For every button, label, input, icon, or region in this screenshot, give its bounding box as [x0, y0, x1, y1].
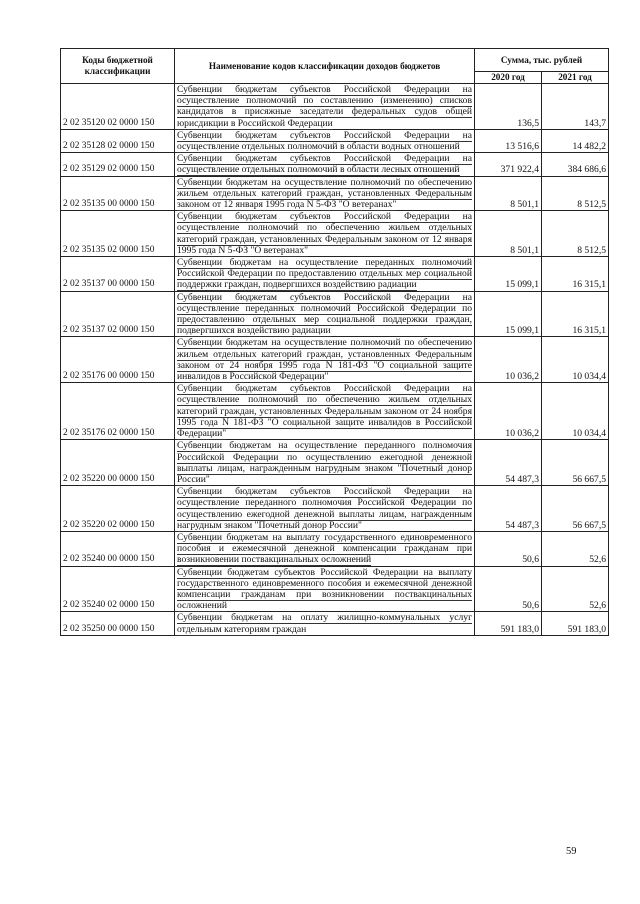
revenue-name	[175, 176, 475, 211]
revenue-name	[175, 486, 475, 532]
amount-2020: 15 099,1	[475, 291, 542, 337]
classification-code: 2 02 35240 00 0000 150	[61, 531, 175, 566]
amount-2021: 591 183,0	[542, 612, 609, 635]
revenue-name-text: Субвенции бюджетам на осуществление переданного полномочия Российской Федерации по осуществлению ежегодной денежной выплаты лицам, награжденным нагрудным знаком "Почетный донор России"	[177, 440, 472, 485]
amount-2021: 52,6	[542, 566, 609, 612]
revenue-name-text: Субвенции бюджетам на оплату жилищно-коммунальных услуг отдельным категориям граждан	[177, 612, 472, 635]
header-sum: Сумма, тыс. рублей	[475, 49, 609, 72]
revenue-name-text: Субвенции бюджетам на осуществление переданных полномочий Российской Федерации по предоставлению отдельных мер социальной поддержки граждан, подвергшихся воздействию радиации	[177, 257, 472, 291]
revenue-name	[175, 440, 475, 486]
classification-code: 2 02 35129 02 0000 150	[61, 153, 175, 176]
table-row	[61, 531, 609, 566]
amount-2021: 14 482,2	[542, 129, 609, 152]
table-row	[61, 612, 609, 635]
amount-2020: 8 501,1	[475, 211, 542, 257]
classification-code: 2 02 35135 00 0000 150	[61, 176, 175, 211]
amount-2021: 16 315,1	[542, 291, 609, 337]
revenue-name-text: Субвенции бюджетам субъектов Российской Федерации на осуществление полномочий по обеспечению жильем отдельных категорий граждан, установленных Федеральным законом от 24 ноября 1995 года N 181-ФЗ "О социальной защите инвалидов в Российской Федерации"	[177, 383, 472, 440]
amount-2021: 10 034,4	[542, 383, 609, 440]
revenue-name-text: Субвенции бюджетам субъектов Российской Федерации на осуществление отдельных полномочий в области водных отношений	[177, 129, 472, 153]
table-header-row	[61, 49, 609, 72]
table-row	[61, 566, 609, 612]
revenue-name-text: Субвенции бюджетам субъектов Российской Федерации на осуществление полномочий по составлению (изменению) списков кандидатов в присяжные заседатели федеральных судов общей юрисдикции в Российской Федерации	[177, 84, 472, 129]
revenue-name-text: Субвенции бюджетам субъектов Российской Федерации на осуществление переданных полномочий Российской Федерации по предоставлению отдельных мер социальной поддержки граждан, подвергшихся воздействию радиации	[177, 291, 472, 337]
amount-2021: 8 512,5	[542, 176, 609, 211]
amount-2020: 54 487,3	[475, 440, 542, 486]
amount-2021: 384 686,6	[542, 153, 609, 176]
table-row	[61, 291, 609, 337]
revenue-name-text: Субвенции бюджетам субъектов Российской Федерации на выплату государственного единовременного пособия и ежемесячной денежной компенсации гражданам при возникновении поствакцинальных осложнений	[177, 566, 472, 612]
amount-2021: 10 034,4	[542, 337, 609, 383]
revenue-name-text: Субвенции бюджетам на осуществление полномочий по обеспечению жильем отдельных категорий граждан, установленных Федеральным законом от 12 января 1995 года N 5-ФЗ "О ветеранах"	[177, 176, 472, 211]
table-row	[61, 153, 609, 176]
revenue-name	[175, 337, 475, 383]
table-row	[61, 176, 609, 211]
amount-2020: 15 099,1	[475, 257, 542, 292]
revenue-name	[175, 291, 475, 337]
amount-2020: 50,6	[475, 566, 542, 612]
table-row	[61, 440, 609, 486]
classification-code: 2 02 35250 00 0000 150	[61, 612, 175, 635]
amount-2021: 8 512,5	[542, 211, 609, 257]
revenue-name	[175, 383, 475, 440]
header-name: Наименование кодов классификации доходов бюджетов	[175, 49, 475, 84]
classification-code: 2 02 35135 02 0000 150	[61, 211, 175, 257]
amount-2021: 56 667,5	[542, 486, 609, 532]
amount-2021: 16 315,1	[542, 257, 609, 292]
amount-2020: 10 036,2	[475, 337, 542, 383]
amount-2020: 8 501,1	[475, 176, 542, 211]
amount-2021: 52,6	[542, 531, 609, 566]
amount-2020: 591 183,0	[475, 612, 542, 635]
classification-code: 2 02 35128 02 0000 150	[61, 129, 175, 152]
revenue-name	[175, 153, 475, 176]
revenue-name	[175, 257, 475, 292]
table-row	[61, 129, 609, 152]
revenue-name-text: Субвенции бюджетам субъектов Российской Федерации на осуществление переданного полномочия Российской Федерации по осуществлению ежегодной денежной выплаты лицам, награжденным нагрудным знаком "Почетный донор России"	[177, 486, 472, 531]
amount-2020: 13 516,6	[475, 129, 542, 152]
amount-2021: 143,7	[542, 84, 609, 130]
revenue-name	[175, 566, 475, 612]
budget-revenue-table	[60, 48, 609, 636]
classification-code: 2 02 35176 00 0000 150	[61, 337, 175, 383]
revenue-name	[175, 612, 475, 635]
revenue-name-text: Субвенции бюджетам субъектов Российской Федерации на осуществление полномочий по обеспечению жильем отдельных категорий граждан, установленных Федеральным законом от 12 января 1995 года N 5-ФЗ "О ветеранах"	[177, 211, 472, 256]
revenue-name	[175, 129, 475, 152]
classification-code: 2 02 35137 02 0000 150	[61, 291, 175, 337]
table-body	[61, 84, 609, 636]
amount-2020: 136,5	[475, 84, 542, 130]
revenue-name-text: Субвенции бюджетам на выплату государственного единовременного пособия и ежемесячной денежной компенсации гражданам при возникновении поствакцинальных осложнений	[177, 531, 472, 566]
revenue-name-text: Субвенции бюджетам на осуществление полномочий по обеспечению жильем отдельных категорий граждан, установленных Федеральным законом от 24 ноября 1995 года N 181-ФЗ "О социальной защите инвалидов в Российской Федерации"	[177, 337, 472, 383]
classification-code: 2 02 35120 02 0000 150	[61, 84, 175, 130]
page-number: 59	[566, 846, 577, 857]
table-row	[61, 383, 609, 440]
header-codes: Коды бюджетной классификации	[61, 49, 175, 84]
amount-2020: 50,6	[475, 531, 542, 566]
classification-code: 2 02 35220 00 0000 150	[61, 440, 175, 486]
table-row	[61, 84, 609, 130]
header-year-2021: 2021 год	[542, 72, 609, 84]
header-year-2020: 2020 год	[475, 72, 542, 84]
revenue-name-text: Субвенции бюджетам субъектов Российской Федерации на осуществление отдельных полномочий в области лесных отношений	[177, 153, 472, 176]
amount-2020: 10 036,2	[475, 383, 542, 440]
revenue-name	[175, 84, 475, 130]
revenue-name	[175, 211, 475, 257]
table-row	[61, 257, 609, 292]
table-row	[61, 337, 609, 383]
revenue-name	[175, 531, 475, 566]
amount-2020: 371 922,4	[475, 153, 542, 176]
classification-code: 2 02 35240 02 0000 150	[61, 566, 175, 612]
document-page	[60, 48, 608, 636]
amount-2020: 54 487,3	[475, 486, 542, 532]
classification-code: 2 02 35220 02 0000 150	[61, 486, 175, 532]
table-row	[61, 211, 609, 257]
amount-2021: 56 667,5	[542, 440, 609, 486]
classification-code: 2 02 35176 02 0000 150	[61, 383, 175, 440]
table-row	[61, 486, 609, 532]
classification-code: 2 02 35137 00 0000 150	[61, 257, 175, 292]
